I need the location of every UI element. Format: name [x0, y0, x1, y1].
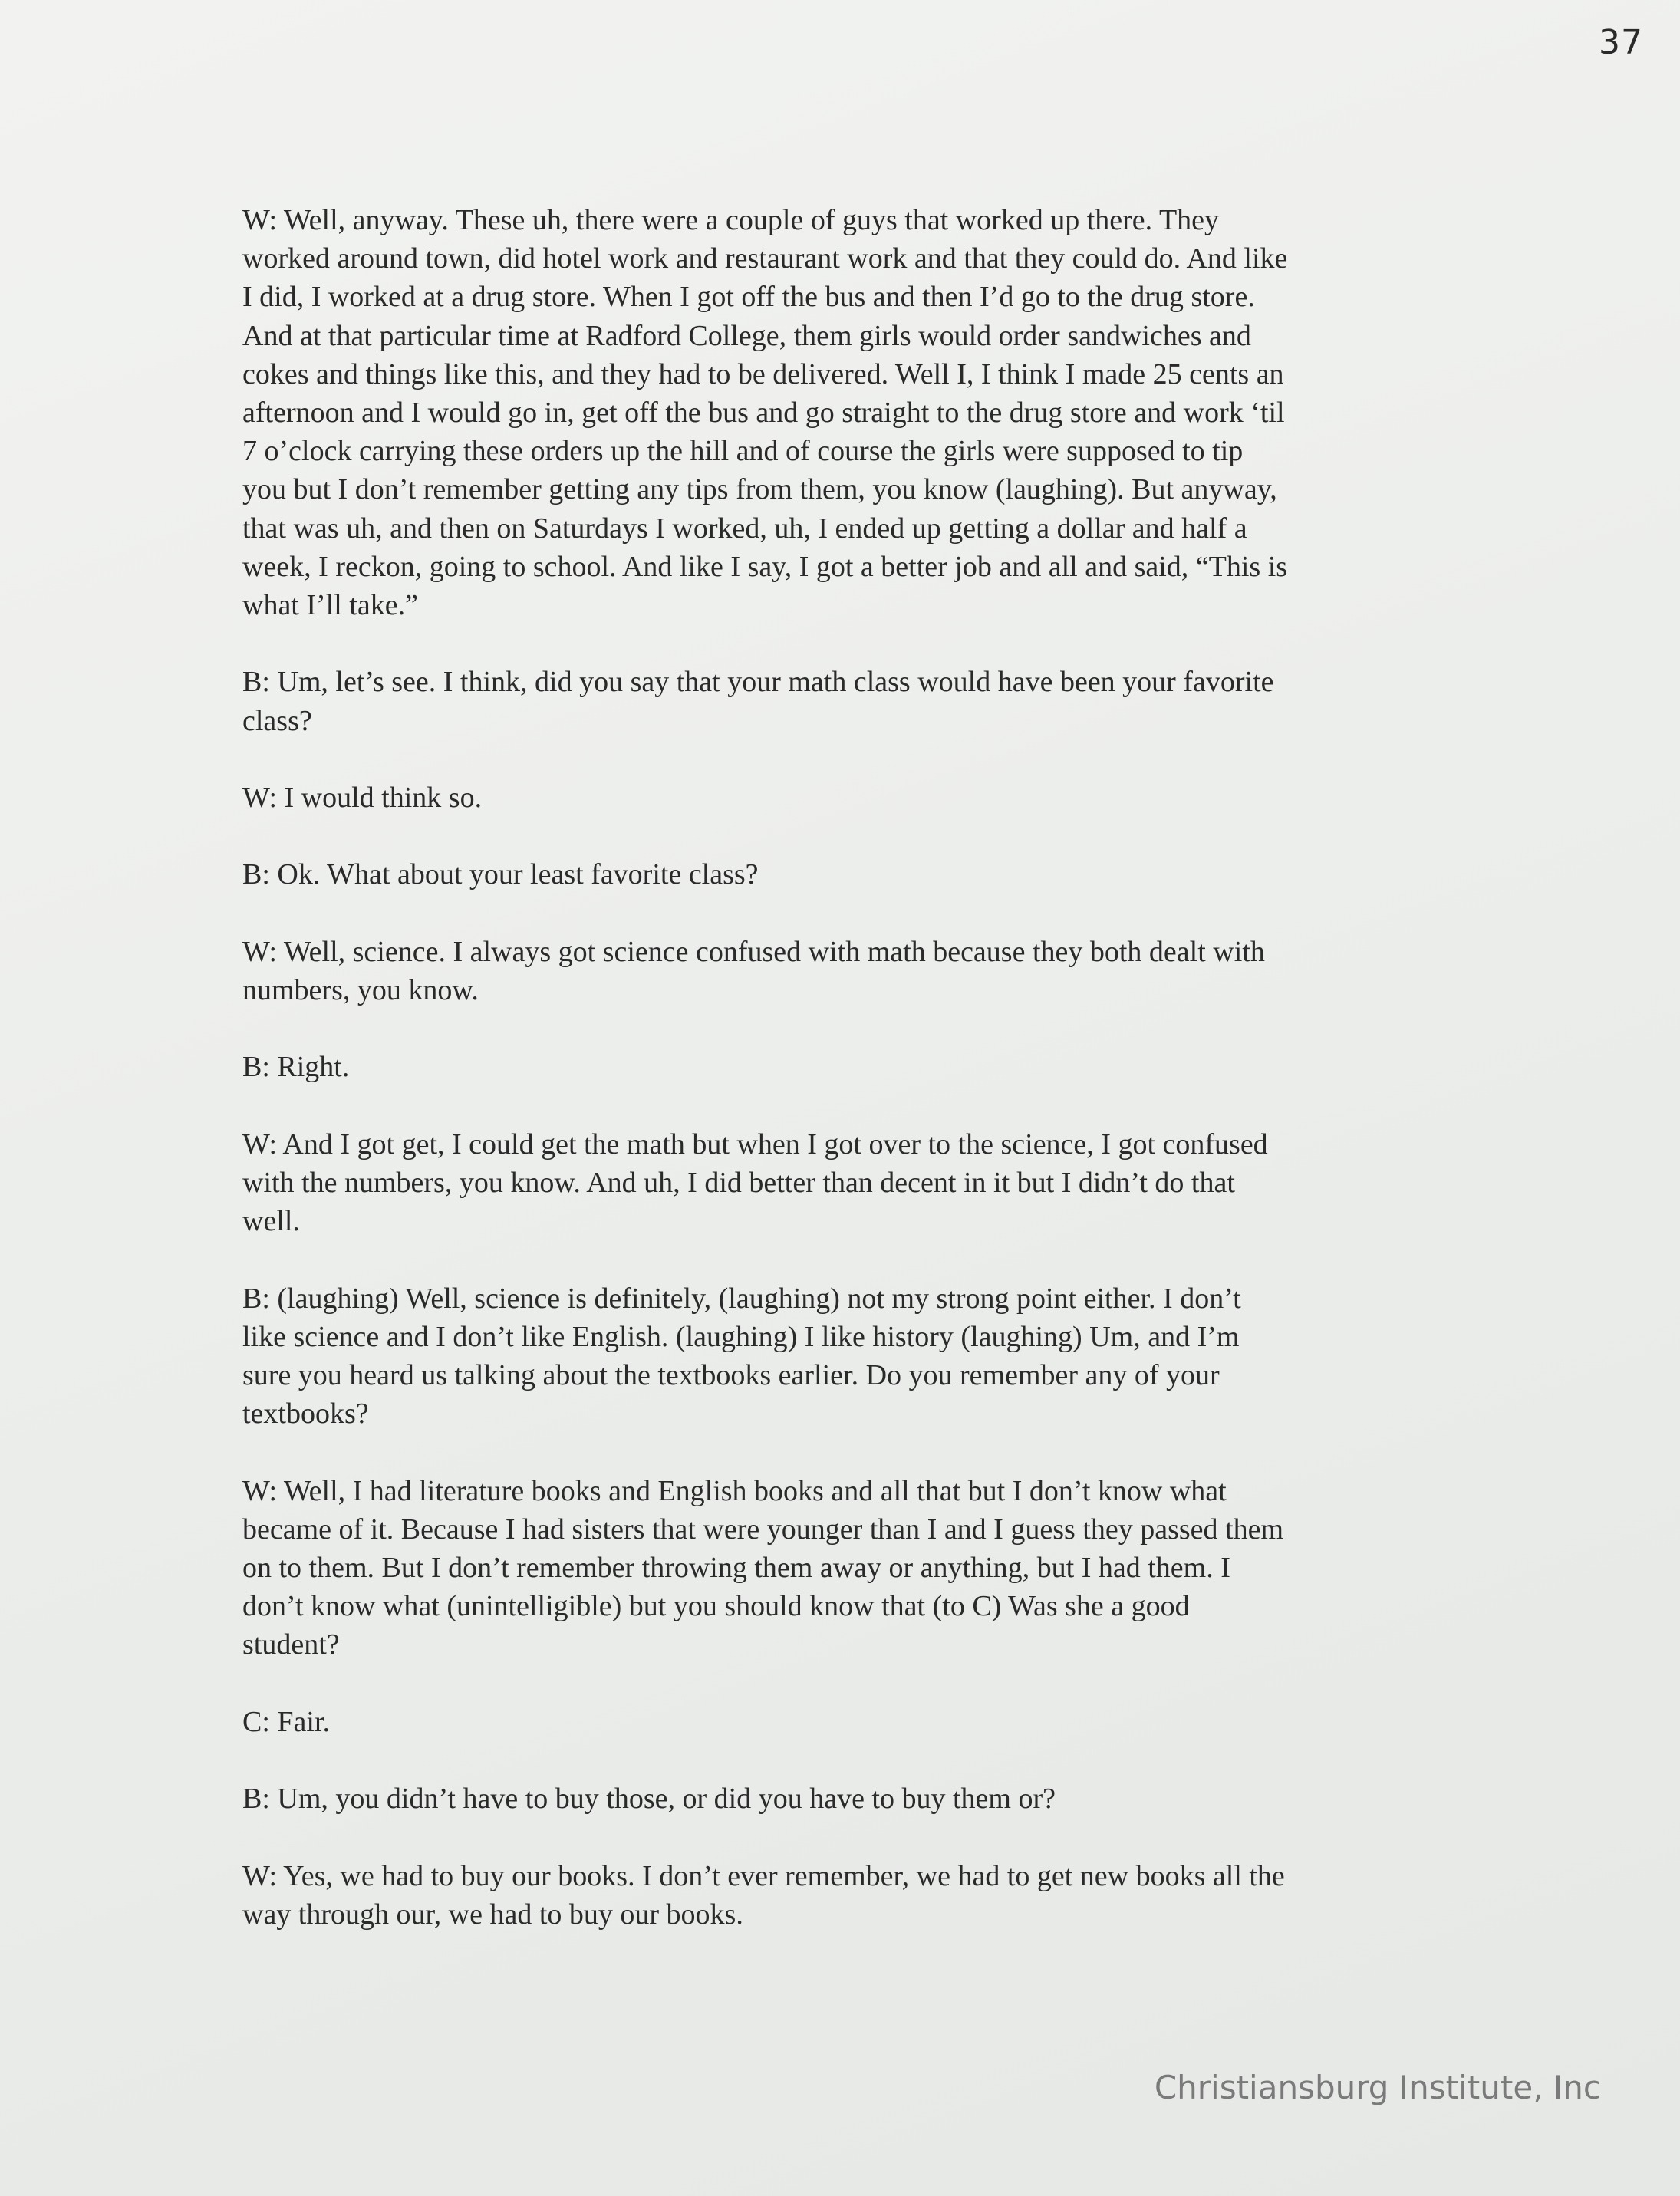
transcript [242, 201, 1470, 1972]
transcript-turn: B: Ok. What about your least favorite class? [242, 858, 759, 891]
page-number: 37 [1599, 23, 1643, 62]
transcript-turn: W: Well, I had literature books and English books and all that but I don’t know what became of it. Because I had sisters that were younger than I and I guess they passed them on to them. But I don’t remember throwing them away or anything, but I had them. I don’t know what (unintelligible) but you should know that (to C) Was she a good student? [242, 1474, 1283, 1661]
transcript-turn: W: And I got get, I could get the math but when I got over to the science, I got confused with the numbers, you know. And uh, I did better than decent in it but I didn’t do that well. [242, 1128, 1268, 1238]
transcript-turn: W: Well, science. I always got science confused with math because they both dealt with numbers, you know. [242, 935, 1265, 1006]
transcript-turn: B: Right. [242, 1051, 350, 1084]
watermark: Christiansburg Institute, Inc [1154, 2069, 1601, 2106]
transcript-turn: W: I would think so. [242, 782, 483, 815]
transcript-turn: W: Yes, we had to buy our books. I don’t ever remember, we had to get new books all the way through our, we had to buy our books. [242, 1859, 1285, 1931]
transcript-turn: B: (laughing) Well, science is definitely, (laughing) not my strong point either. I don’t like science and I don’t like English. (laughing) I like history (laughing) Um, and I’m sure you heard us talking about the textbooks earlier. Do you remember any of your textbooks? [242, 1282, 1241, 1431]
transcript-turn: W: Well, anyway. These uh, there were a couple of guys that worked up there. They worked around town, did hotel work and restaurant work and that they could do. And like I did, I worked at a drug store. When I got off the bus and then I’d go to the drug store. And at that particular time at Radford College, them girls would order sandwiches and cokes and things like this, and they had to be delivered. Well I, I think I made 25 cents an afternoon and I would go in, get off the bus and go straight to the drug store and work ‘til 7 o’clock carrying these orders up the hill and of course the girls were supposed to tip you but I don’t remember getting any tips from them, you know (laughing). But anyway, that was uh, and then on Saturdays I worked, uh, I ended up getting a dollar and half a week, I reckon, going to school. And like I say, I got a better job and all and said, “This is what I’ll take.” [242, 204, 1288, 622]
transcript-turn: C: Fair. [242, 1705, 331, 1738]
transcript-turn: B: Um, you didn’t have to buy those, or did you have to buy them or? [242, 1783, 1056, 1816]
transcript-turn: B: Um, let’s see. I think, did you say that your math class would have been your favorite class? [242, 666, 1274, 737]
